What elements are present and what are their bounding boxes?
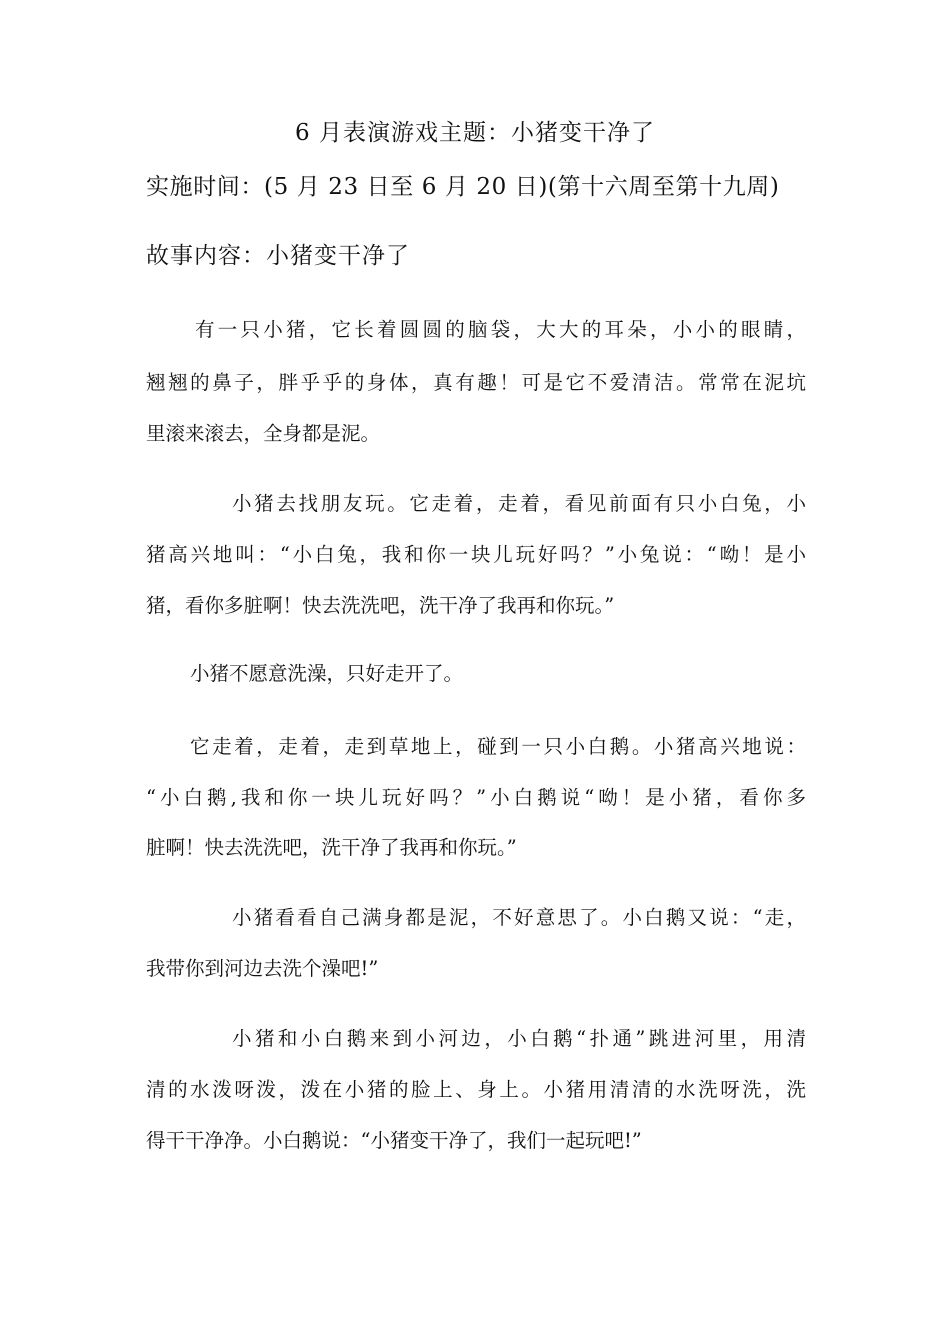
story-line: 猪，看你多脏啊！快去洗洗吧，洗干净了我再和你玩。”	[146, 594, 615, 617]
story-line: 我带你到河边去洗个澡吧!”	[146, 957, 379, 980]
document-title: 6 月表演游戏主题：小猪变干净了	[295, 120, 655, 146]
story-line: 清的水泼呀泼，泼在小猪的脸上、身上。小猪用清清的水洗呀洗，洗	[146, 1078, 806, 1101]
story-line: 得干干净净。小白鹅说：“小猪变干净了，我们一起玩吧!”	[146, 1129, 642, 1152]
schedule-line: 实施时间：(5 月 23 日至 6 月 20 日)(第十六周至第十九周)	[146, 174, 780, 200]
story-line: 有一只小猪，它长着圆圆的脑袋，大大的耳朵，小小的眼睛，	[195, 318, 806, 341]
story-line: 里滚来滚去，全身都是泥。	[146, 422, 381, 445]
story-heading: 故事内容：小猪变干净了	[146, 243, 410, 269]
story-line: “小白鹅,我和你一块儿玩好吗？”小白鹅说“呦！是小猪，看你多	[146, 786, 806, 809]
story-line: 小猪看看自己满身都是泥，不好意思了。小白鹅又说：“走，	[232, 906, 806, 929]
story-line: 它走着，走着，走到草地上，碰到一只小白鹅。小猪高兴地说：	[190, 735, 806, 758]
story-line: 小猪去找朋友玩。它走着，走着，看见前面有只小白兔，小	[232, 492, 806, 515]
story-line: 翘翘的鼻子，胖乎乎的身体，真有趣！可是它不爱清洁。常常在泥坑	[146, 371, 806, 394]
story-line: 小猪和小白鹅来到小河边，小白鹅“扑通”跳进河里，用清	[232, 1027, 806, 1050]
story-line: 小猪不愿意洗澡，只好走开了。	[190, 662, 464, 685]
story-line: 脏啊！快去洗洗吧，洗干净了我再和你玩。”	[146, 836, 517, 859]
story-line: 猪高兴地叫：“小白兔，我和你一块儿玩好吗？”小兔说：“呦！是小	[146, 543, 806, 566]
